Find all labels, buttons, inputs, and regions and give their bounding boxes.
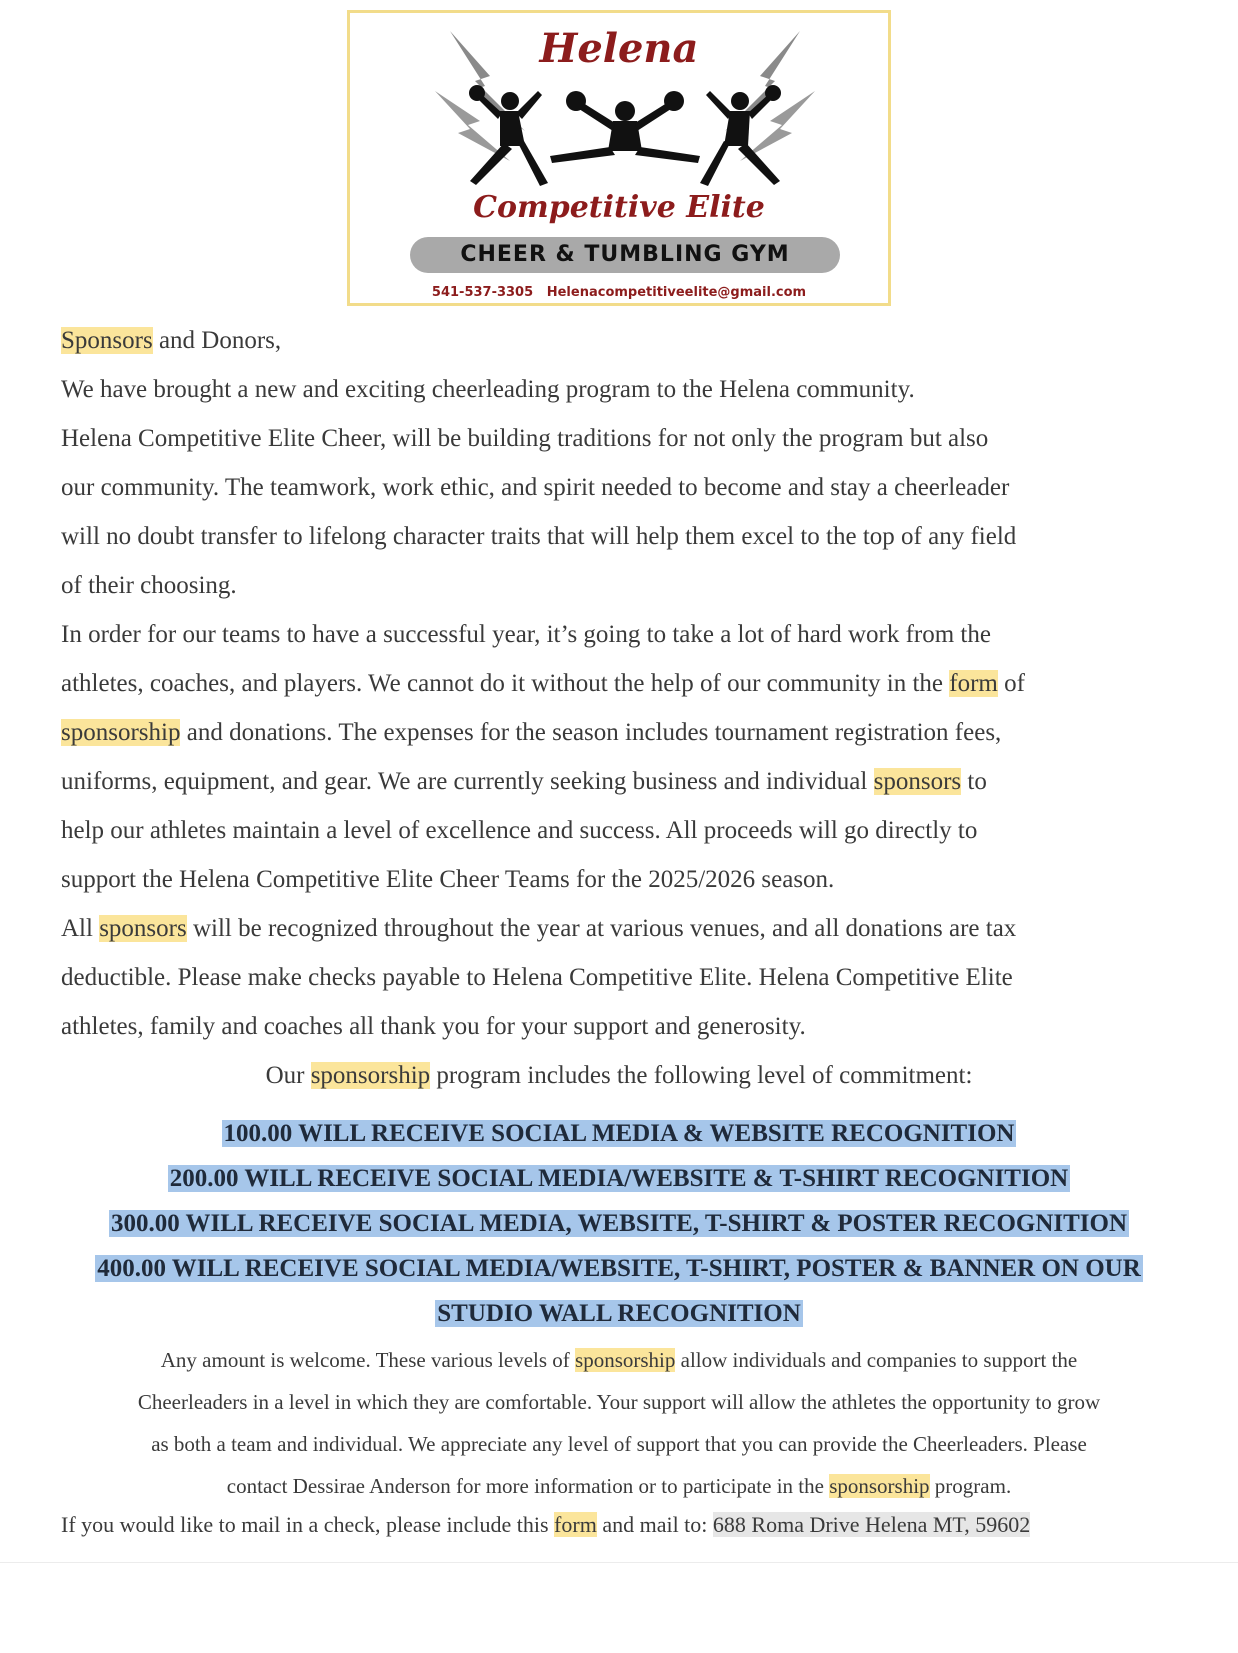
tier-400	[0, 1255, 1238, 1283]
logo-phone: 541-537-3305	[431, 285, 534, 300]
paragraph-line: We have brought a new and exciting cheerleading program to the Helena community.	[61, 376, 915, 403]
cheerleaders-graphic	[430, 21, 820, 201]
greeting-text: and Donors,	[152, 327, 282, 354]
paragraph-line: In order for our teams to have a successful year, it’s going to take a lot of hard work from the	[61, 621, 991, 648]
highlight-sponsorship: sponsorship	[310, 1062, 431, 1089]
highlight-form: form	[949, 670, 998, 697]
paragraph-line	[61, 719, 1181, 747]
text-segment: contact Dessirae Anderson for more information or to participate in the	[226, 1474, 830, 1498]
paragraph-line	[61, 768, 1181, 796]
closing-line	[0, 1474, 1238, 1499]
text-segment: If you would like to mail in a check, please include this	[61, 1512, 555, 1537]
logo	[347, 10, 891, 306]
tier-text: 200.00 WILL RECEIVE SOCIAL MEDIA/WEBSITE & T-SHIRT RECOGNITION	[169, 1165, 1069, 1192]
tier-text: 100.00 WILL RECEIVE SOCIAL MEDIA & WEBSITE RECOGNITION	[223, 1120, 1015, 1147]
tier-text: 400.00 WILL RECEIVE SOCIAL MEDIA/WEBSITE, T-SHIRT, POSTER & BANNER ON OUR	[97, 1255, 1141, 1282]
tiers-intro	[0, 1062, 1238, 1090]
text-segment: and mail to:	[596, 1512, 713, 1537]
text-segment: Our	[265, 1062, 311, 1089]
paragraph-line: athletes, family and coaches all thank you for your support and generosity.	[61, 1013, 806, 1040]
text-segment: allow individuals and companies to support the	[675, 1348, 1078, 1372]
paragraph-line: Helena Competitive Elite Cheer, will be building traditions for not only the program but also	[61, 425, 989, 452]
text-segment: to	[961, 768, 987, 795]
paragraph-line	[61, 915, 1181, 943]
logo-title: Helena	[539, 25, 699, 72]
mailing-address: 688 Roma Drive Helena MT, 59602	[712, 1512, 1031, 1537]
text-segment: All	[61, 915, 100, 942]
logo-email: Helenacompetitiveelite@gmail.com	[546, 285, 807, 300]
tier-text: 300.00 WILL RECEIVE SOCIAL MEDIA, WEBSITE, T-SHIRT & POSTER RECOGNITION	[110, 1210, 1128, 1237]
paragraph-line: help our athletes maintain a level of excellence and success. All proceeds will go directly to	[61, 817, 978, 844]
text-segment: of	[997, 670, 1025, 697]
greeting	[61, 327, 1181, 355]
paragraph-line: deductible. Please make checks payable to Helena Competitive Elite. Helena Competitive Elite	[61, 964, 1013, 991]
divider	[0, 1562, 1238, 1563]
tier-text: STUDIO WALL RECOGNITION	[437, 1300, 801, 1327]
highlight-sponsors: sponsors	[99, 915, 187, 942]
tier-100	[0, 1120, 1238, 1148]
paragraph-line: will no doubt transfer to lifelong character traits that will help them excel to the top of any field	[61, 523, 1017, 550]
logo-pill: CHEER & TUMBLING GYM	[410, 237, 840, 273]
highlight-form: form	[554, 1512, 597, 1537]
closing-line: as both a team and individual. We appreciate any level of support that you can provide the Cheerleaders. Please	[151, 1432, 1087, 1456]
text-segment: will be recognized throughout the year at various venues, and all donations are tax	[186, 915, 1017, 942]
text-segment: Any amount is welcome. These various levels of	[160, 1348, 576, 1372]
text-segment: uniforms, equipment, and gear. We are currently seeking business and individual	[61, 768, 874, 795]
highlight-sponsors: Sponsors	[61, 327, 153, 354]
highlight-sponsorship: sponsorship	[575, 1348, 676, 1372]
text-segment: athletes, coaches, and players. We cannot do it without the help of our community in the	[61, 670, 950, 697]
text-segment: program includes the following level of commitment:	[430, 1062, 973, 1089]
paragraph-line: support the Helena Competitive Elite Cheer Teams for the 2025/2026 season.	[61, 866, 835, 893]
tier-200	[0, 1165, 1238, 1193]
paragraph-line: our community. The teamwork, work ethic, and spirit needed to become and stay a cheerleader	[61, 474, 1010, 501]
highlight-sponsors: sponsors	[873, 768, 962, 795]
logo-subtitle: Competitive Elite	[473, 190, 765, 225]
closing-line	[0, 1348, 1238, 1373]
logo-contact	[350, 285, 888, 300]
tier-300	[0, 1210, 1238, 1238]
closing-line: Cheerleaders in a level in which they are comfortable. Your support will allow the athletes the opportunity to grow	[137, 1390, 1101, 1414]
text-segment: program.	[929, 1474, 1012, 1498]
highlight-sponsorship: sponsorship	[829, 1474, 930, 1498]
highlight-sponsorship: sponsorship	[61, 719, 181, 746]
text-segment: and donations. The expenses for the season includes tournament registration fees,	[180, 719, 1002, 746]
paragraph-line: of their choosing.	[61, 572, 237, 599]
mail-line	[61, 1512, 1181, 1538]
tier-400-cont	[0, 1300, 1238, 1328]
paragraph-line	[61, 670, 1181, 698]
